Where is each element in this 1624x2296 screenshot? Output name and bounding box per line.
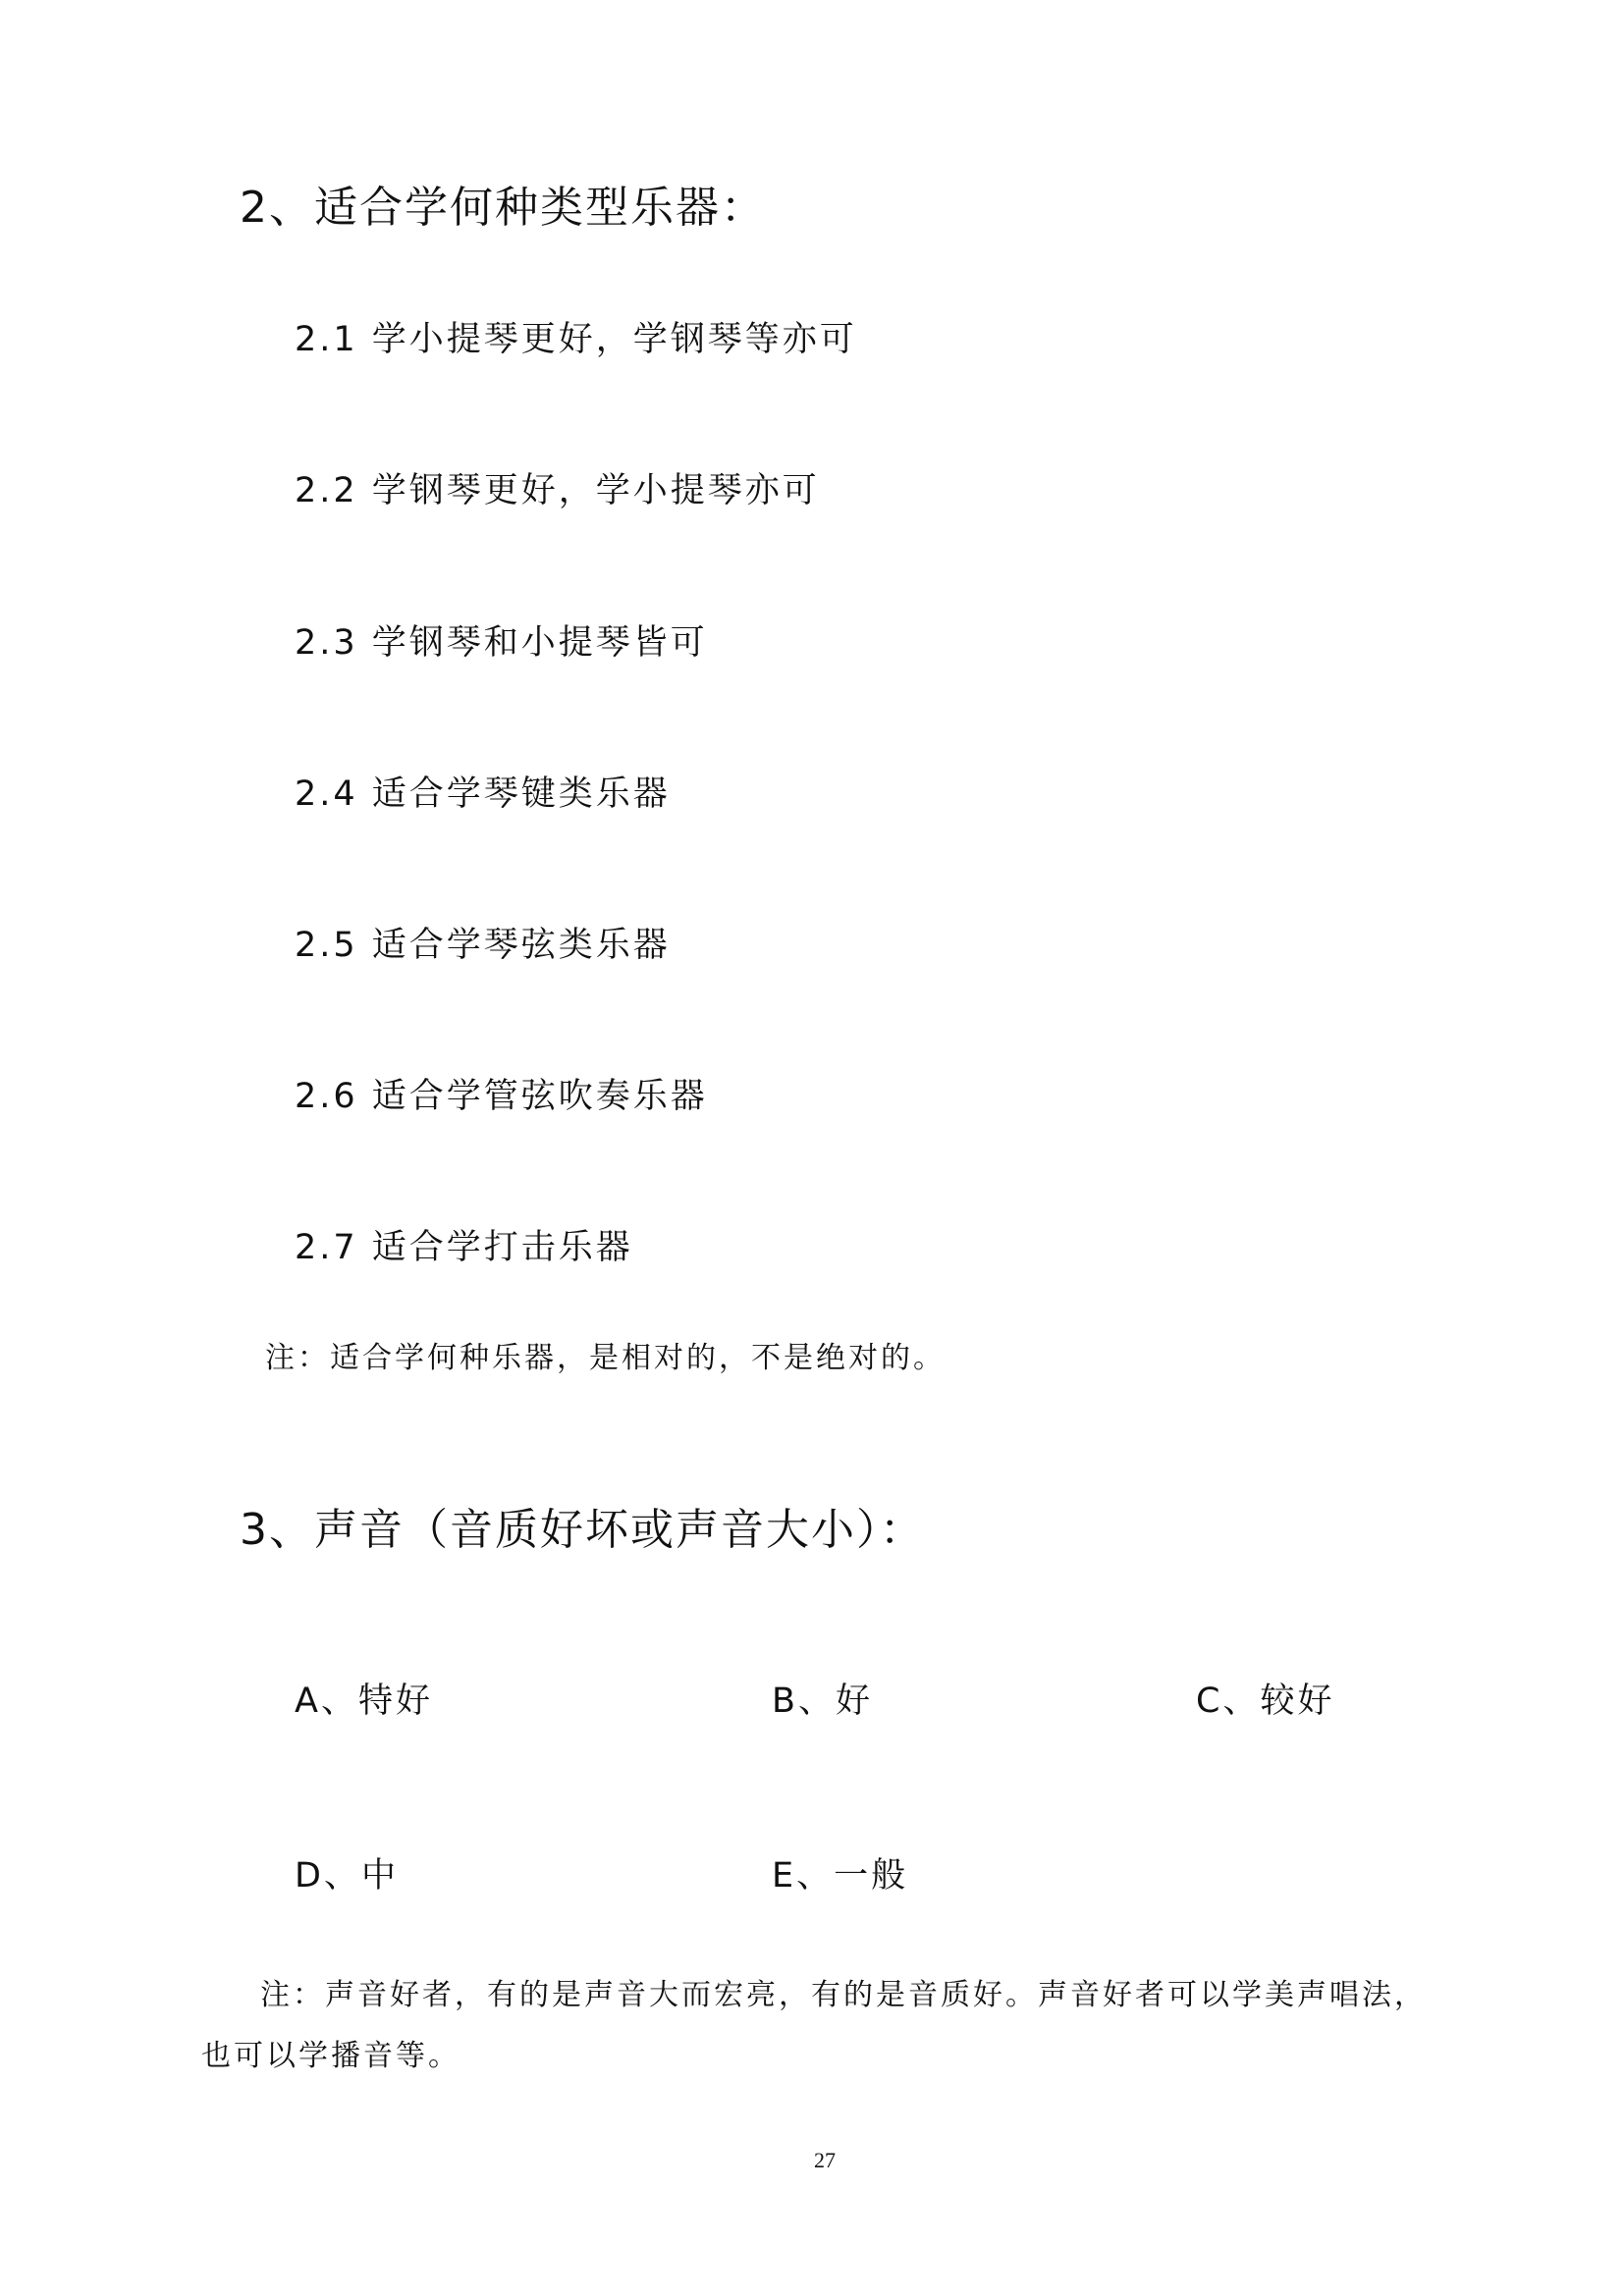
option-b: B、好 xyxy=(772,1682,874,1721)
section-2-item-2-3: 2.3 学钢琴和小提琴皆可 xyxy=(295,623,708,663)
section-2-item-2-7: 2.7 适合学打击乐器 xyxy=(295,1228,633,1267)
section-3-note-line-2: 也可以学播音等。 xyxy=(201,2039,460,2073)
section-2-heading: 2、适合学何种类型乐器： xyxy=(240,183,766,233)
option-e: E、一般 xyxy=(772,1856,909,1896)
section-2-item-2-6: 2.6 适合学管弦吹奏乐器 xyxy=(295,1077,708,1116)
section-2-item-2-1: 2.1 学小提琴更好，学钢琴等亦可 xyxy=(295,320,857,359)
option-c: C、较好 xyxy=(1196,1682,1335,1721)
option-d: D、中 xyxy=(295,1856,399,1896)
section-2-note: 注：适合学何种乐器，是相对的，不是绝对的。 xyxy=(265,1341,946,1375)
option-a: A、特好 xyxy=(295,1682,433,1721)
section-3-heading: 3、声音（音质好坏或声音大小）： xyxy=(240,1505,925,1555)
section-2-item-2-4: 2.4 适合学琴键类乐器 xyxy=(295,774,671,814)
section-2-item-2-5: 2.5 适合学琴弦类乐器 xyxy=(295,926,671,965)
section-2-item-2-2: 2.2 学钢琴更好，学小提琴亦可 xyxy=(295,471,820,510)
section-3-note-line-1: 注：声音好者，有的是声音大而宏亮，有的是音质好。声音好者可以学美声唱法， xyxy=(260,1978,1427,2012)
page-number: 27 xyxy=(814,2148,836,2172)
